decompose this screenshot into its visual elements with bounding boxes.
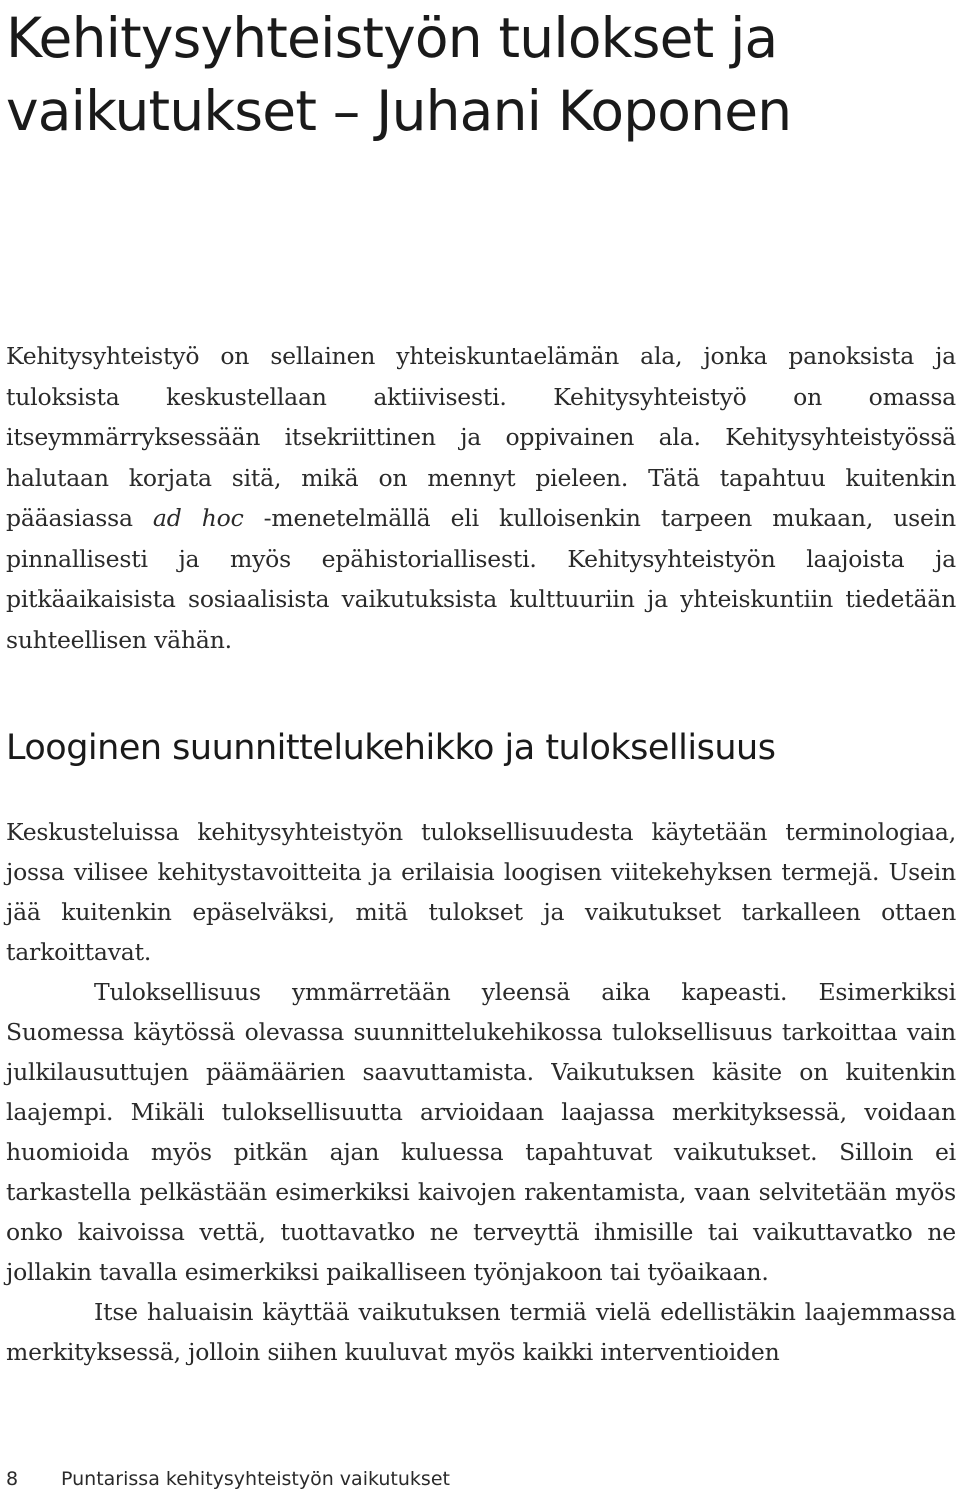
section-heading: Looginen suunnittelukehikko ja tuloksellisuus xyxy=(6,728,776,768)
intro-italic-term: ad hoc xyxy=(152,504,244,532)
page-number: 8 xyxy=(6,1468,19,1490)
intro-paragraph xyxy=(6,336,956,660)
body-paragraph-2: Tuloksellisuus ymmärretään yleensä aika kapeasti. Esimerkiksi Suomessa käytössä olevassa suunnittelukehikossa tuloksellisuus tarkoittaa vain julkilausuttujen päämäärien saavuttamista. Vaikutuksen käsite on kuitenkin laajempi. Mikäli tuloksellisuutta arvioidaan laajassa merkityksessä, voidaan huomioida myös pitkän ajan kuluessa tapahtuvat vaikutukset. Silloin ei tarkastella pelkästään esimerkiksi kaivojen rakentamista, vaan selvitetään myös onko kaivoissa vettä, tuottavatko ne terveyttä ihmisille tai vaikuttavatko ne jollakin tavalla esimerkiksi paikalliseen työnjakoon tai työaikaan. xyxy=(6,978,956,1286)
intro-text-1: Kehitysyhteistyö on sellainen yhteiskuntaelämän ala, jonka panoksista ja tuloksista keskustellaan aktiivisesti. Kehitysyhteistyö on omassa itseymmärryksessään itsekriittinen ja oppivainen ala. Kehitysyhteistyössä halutaan korjata sitä, mikä on mennyt pieleen. Tätä tapahtuu kuitenkin pääasiassa xyxy=(6,342,956,532)
body-paragraph-3: Itse haluaisin käyttää vaikutuksen termiä vielä edellistäkin laajemmassa merkityksessä, jolloin siihen kuuluvat myös kaikki interventioiden xyxy=(6,1298,956,1366)
body-paragraph-1: Keskusteluissa kehitysyhteistyön tuloksellisuudesta käytetään terminologiaa, jossa vilisee kehitystavoitteita ja erilaisia loogisen viitekehyksen termejä. Usein jää kuitenkin epäselväksi, mitä tulokset ja vaikutukset tarkalleen ottaen tarkoittavat. xyxy=(6,818,956,966)
intro-text-2: -menetelmällä eli kulloisenkin tarpeen mukaan, usein pinnallisesti ja myös epähistoriallisesti. Kehitysyhteistyön laajoista ja pitkäaikaisista sosiaalisista vaikutuksista kulttuuriin ja yhteiskuntiin tiedetään suhteellisen vähän. xyxy=(6,504,956,654)
section-body xyxy=(6,812,956,1372)
page-title: Kehitysyhteistyön tulokset ja vaikutukset – Juhani Koponen xyxy=(6,6,792,143)
publication-title: Puntarissa kehitysyhteistyön vaikutukset xyxy=(61,1468,450,1490)
page-footer xyxy=(6,1466,450,1492)
